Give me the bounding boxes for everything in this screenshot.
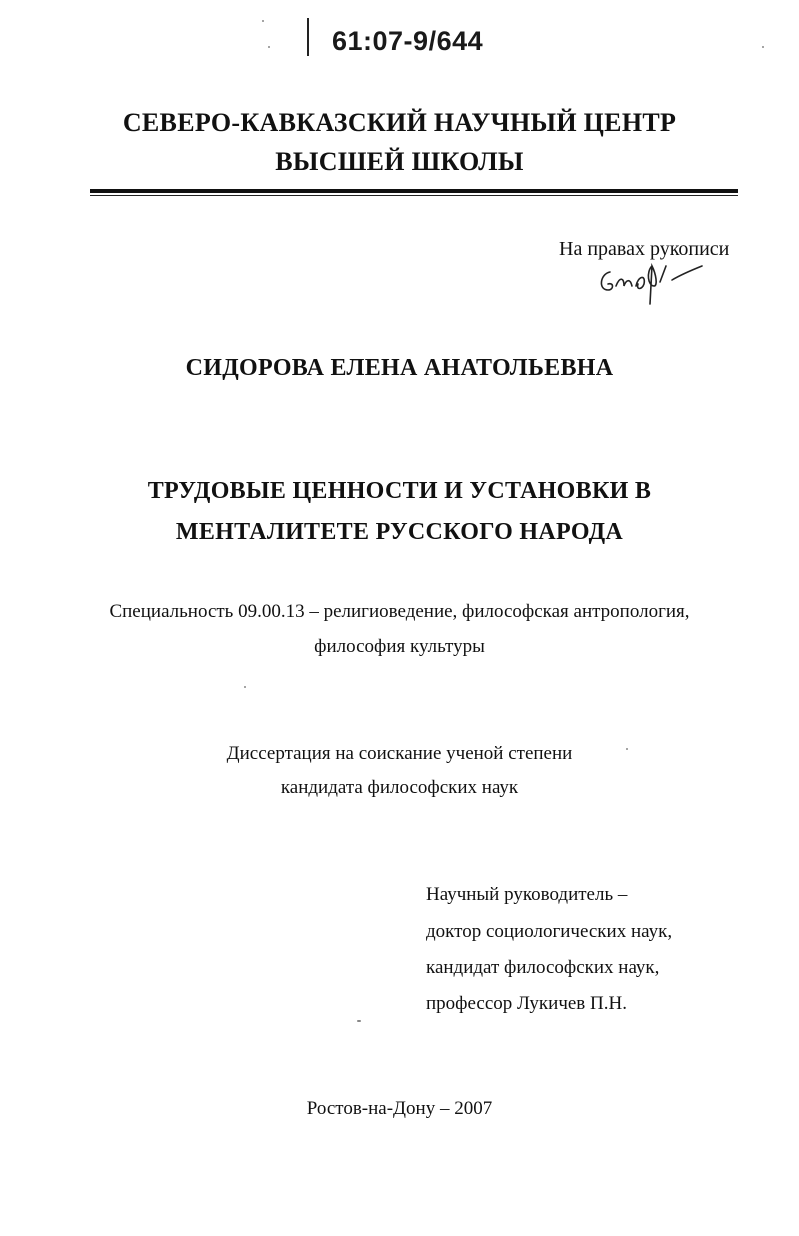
specialty-line-1: Специальность 09.00.13 – религиоведение, философская антропология, xyxy=(109,601,690,622)
scan-speck xyxy=(262,20,264,22)
scan-speck xyxy=(762,46,764,48)
advisor-role: Научный руководитель – xyxy=(426,884,628,905)
catalog-divider xyxy=(307,18,309,56)
scan-speck xyxy=(244,686,246,688)
scan-speck xyxy=(268,46,270,48)
advisor-degree-2: кандидат философских наук, xyxy=(426,957,660,978)
place-and-year: Ростов-на-Дону – 2007 xyxy=(306,1098,493,1119)
scan-speck xyxy=(357,1020,361,1022)
organization-name-line-2: ВЫСШЕЙ ШКОЛЫ xyxy=(275,147,524,176)
dissertation-title-line-1: ТРУДОВЫЕ ЦЕННОСТИ И УСТАНОВКИ В xyxy=(147,478,652,504)
header-rule-thick xyxy=(90,189,738,193)
degree-line-2: кандидата философских наук xyxy=(280,777,519,798)
manuscript-note: На правах рукописи xyxy=(559,238,730,260)
advisor-degree-1: доктор социологических наук, xyxy=(426,921,673,942)
dissertation-title-line-2: МЕНТАЛИТЕТЕ РУССКОГО НАРОДА xyxy=(175,519,624,545)
degree-line-1: Диссертация на соискание ученой степени xyxy=(226,743,573,764)
advisor-name: профессор Лукичев П.Н. xyxy=(426,993,627,1014)
catalog-number: 61:07-9/644 xyxy=(332,26,484,56)
specialty-line-2: философия культуры xyxy=(314,636,485,657)
author-name: СИДОРОВА ЕЛЕНА АНАТОЛЬЕВНА xyxy=(185,355,614,381)
organization-name-line-1: СЕВЕРО-КАВКАЗСКИЙ НАУЧНЫЙ ЦЕНТР xyxy=(122,108,677,137)
handwritten-signature xyxy=(596,256,706,306)
header-rule-thin xyxy=(90,195,738,196)
